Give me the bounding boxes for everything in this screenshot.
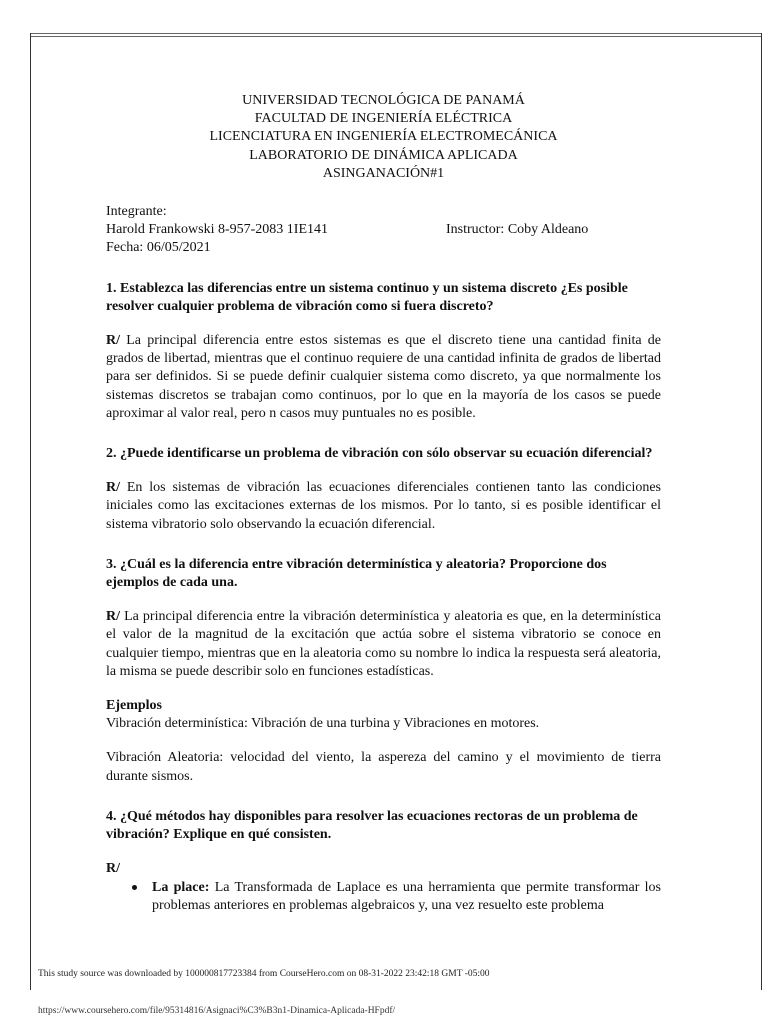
answer-2 xyxy=(106,479,661,534)
answer-lead: R/ xyxy=(106,609,120,625)
top-border-line-inner xyxy=(30,36,762,37)
answer-3-text: La principal diferencia entre la vibración determinística y aleatoria es que, en la determinística el valor de la magnitud de la excitación que actúa sobre el sistema vibratorio se conoce en cualquier tiempo, mientras que en la aleatoria como su nombre lo indica la respuesta será aleatoria, la misma se puede describir solo en funciones estadísticas. xyxy=(106,609,661,679)
answer-lead: R/ xyxy=(106,480,120,496)
degree-name: LICENCIATURA EN INGENIERÍA ELECTROMECÁNICA xyxy=(209,129,558,145)
student-name: Harold Frankowski 8-957-2083 1IE141 xyxy=(106,222,329,238)
answer-1 xyxy=(106,332,661,423)
question-3: 3. ¿Cuál es la diferencia entre vibración determinística y aleatoria? Proporcione dos ejemplos de cada una. xyxy=(106,556,607,591)
answer-4-lead: R/ xyxy=(106,861,120,877)
student-info xyxy=(106,203,661,258)
example-deterministic: Vibración determinística: Vibración de una turbina y Vibraciones en motores. xyxy=(106,716,540,732)
answer-2-text: En los sistemas de vibración las ecuaciones diferenciales contienen tanto las condiciones iniciales como las excitaciones externas de los mismos. Por lo tanto, si es posible identificar el sistema vibratorio solo observando la ecuación diferencial. xyxy=(106,480,661,532)
left-border-line xyxy=(30,33,31,990)
examples-title: Ejemplos xyxy=(106,698,162,714)
question-1: 1. Establezca las diferencias entre un sistema continuo y un sistema discreto ¿Es posible resolver cualquier problema de vibración como si fuera discreto? xyxy=(106,280,628,314)
methods-list xyxy=(106,879,661,915)
question-2: 2. ¿Puede identificarse un problema de vibración con sólo observar su ecuación diferencial? xyxy=(106,446,653,462)
assignment-title: ASINGANACIÓN#1 xyxy=(322,165,445,181)
instructor-name: Instructor: Coby Aldeano xyxy=(446,222,589,238)
student-row xyxy=(106,221,661,239)
source-url[interactable]: https://www.coursehero.com/file/95314816/Asignaci%C3%B3n1-Dinamica-Aplicada-HFpdf/ xyxy=(38,1006,396,1016)
top-border-line xyxy=(30,33,762,34)
university-name: UNIVERSIDAD TECNOLÓGICA DE PANAMÁ xyxy=(242,93,525,108)
download-notice: This study source was downloaded by 100000817723384 from CourseHero.com on 08-31-2022 23:42:18 GMT -05:00 xyxy=(38,969,490,979)
document-header xyxy=(106,92,661,183)
answer-3 xyxy=(106,608,661,681)
method-term: La place: xyxy=(152,879,210,895)
integrante-label: Integrante: xyxy=(106,204,167,220)
method-description: La Transformada de Laplace es una herramienta que permite transformar los problemas anteriores en problemas algebraicos y, una vez resuelto este problema xyxy=(152,879,662,913)
example-random: Vibración Aleatoria: velocidad del viento, la aspereza del camino y el movimiento de tierra durante sismos. xyxy=(106,750,661,784)
answer-lead: R/ xyxy=(106,333,120,349)
answer-1-text: La principal diferencia entre estos sistemas es que el discreto tiene una cantidad finita de grados de libertad, mientras que el continuo requiere de una cantidad infinita de grados de libertad para ser definidos. Si se puede definir cualquier sistema como discreto, ya que normalmente los sistemas discretos se trabajan como continuos, por lo que en la mayoría de los casos se puede aproximar al valor real, pero n casos muy puntuales no es posible. xyxy=(106,333,661,421)
lab-name: LABORATORIO DE DINÁMICA APLICADA xyxy=(249,147,518,163)
date-text: Fecha: 06/05/2021 xyxy=(106,240,211,256)
list-item xyxy=(152,879,661,915)
faculty-name: FACULTAD DE INGENIERÍA ELÉCTRICA xyxy=(254,111,513,127)
document-page xyxy=(106,92,661,915)
right-border-line xyxy=(761,33,762,990)
bullet-icon xyxy=(132,885,137,890)
question-4: 4. ¿Qué métodos hay disponibles para resolver las ecuaciones rectoras de un problema de vibración? Explique en qué consisten. xyxy=(106,808,638,843)
